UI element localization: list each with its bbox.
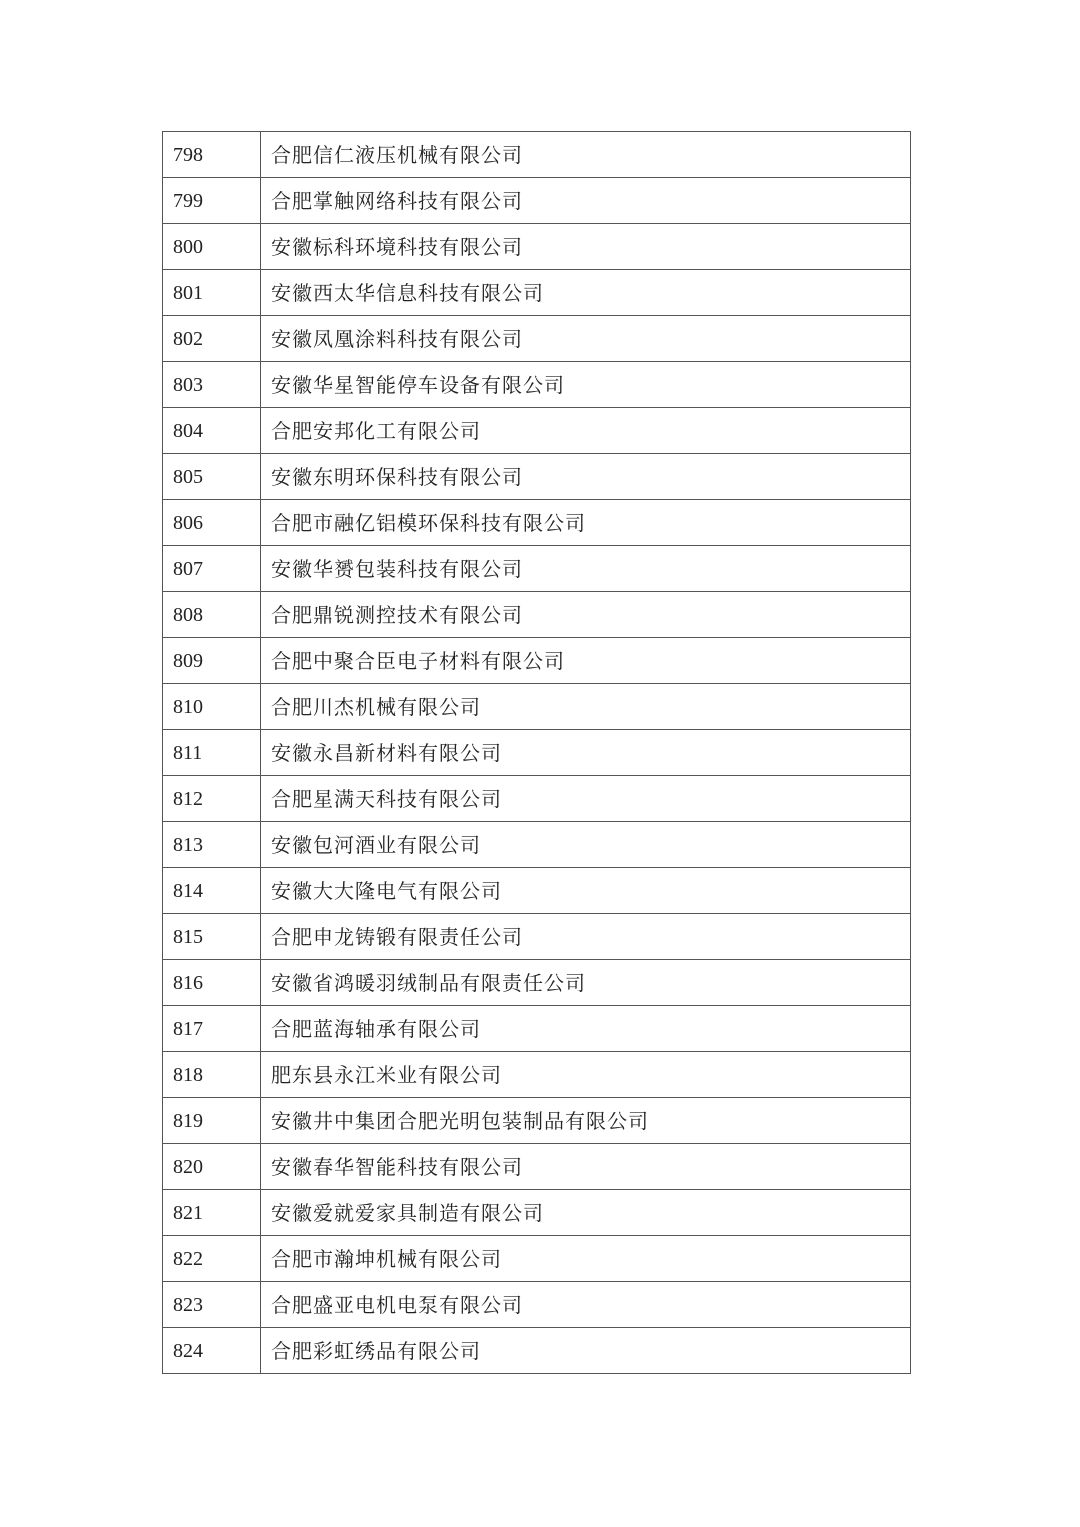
table-row	[163, 224, 911, 270]
company-name-cell: 合肥蓝海轴承有限公司	[261, 1006, 911, 1052]
row-number-cell: 821	[163, 1190, 261, 1236]
row-number-cell: 819	[163, 1098, 261, 1144]
company-name-cell: 安徽爱就爱家具制造有限公司	[261, 1190, 911, 1236]
table-row	[163, 1282, 911, 1328]
company-name-cell: 安徽省鸿暖羽绒制品有限责任公司	[261, 960, 911, 1006]
company-name-cell: 合肥川杰机械有限公司	[261, 684, 911, 730]
company-name-cell: 合肥中聚合臣电子材料有限公司	[261, 638, 911, 684]
company-name-cell: 安徽华赟包装科技有限公司	[261, 546, 911, 592]
company-name-cell: 安徽井中集团合肥光明包装制品有限公司	[261, 1098, 911, 1144]
row-number-cell: 798	[163, 132, 261, 178]
table-row	[163, 1236, 911, 1282]
company-name-cell: 安徽东明环保科技有限公司	[261, 454, 911, 500]
table-row	[163, 408, 911, 454]
company-name-cell: 合肥安邦化工有限公司	[261, 408, 911, 454]
row-number-cell: 806	[163, 500, 261, 546]
company-name-cell: 合肥星满天科技有限公司	[261, 776, 911, 822]
company-name-cell: 合肥市融亿铝模环保科技有限公司	[261, 500, 911, 546]
table-row	[163, 132, 911, 178]
row-number-cell: 808	[163, 592, 261, 638]
table-row	[163, 546, 911, 592]
company-name-cell: 安徽永昌新材料有限公司	[261, 730, 911, 776]
row-number-cell: 824	[163, 1328, 261, 1374]
row-number-cell: 823	[163, 1282, 261, 1328]
row-number-cell: 815	[163, 914, 261, 960]
table-row	[163, 776, 911, 822]
row-number-cell: 809	[163, 638, 261, 684]
row-number-cell: 805	[163, 454, 261, 500]
company-name-cell: 合肥掌触网络科技有限公司	[261, 178, 911, 224]
row-number-cell: 818	[163, 1052, 261, 1098]
company-name-cell: 合肥盛亚电机电泵有限公司	[261, 1282, 911, 1328]
table-row	[163, 1006, 911, 1052]
table-row	[163, 316, 911, 362]
row-number-cell: 816	[163, 960, 261, 1006]
company-name-cell: 安徽标科环境科技有限公司	[261, 224, 911, 270]
row-number-cell: 802	[163, 316, 261, 362]
table-row	[163, 1328, 911, 1374]
company-name-cell: 肥东县永江米业有限公司	[261, 1052, 911, 1098]
company-name-cell: 合肥市瀚坤机械有限公司	[261, 1236, 911, 1282]
table-row	[163, 1190, 911, 1236]
table-row	[163, 362, 911, 408]
table-row	[163, 1098, 911, 1144]
row-number-cell: 804	[163, 408, 261, 454]
table-row	[163, 592, 911, 638]
row-number-cell: 820	[163, 1144, 261, 1190]
company-name-cell: 安徽包河酒业有限公司	[261, 822, 911, 868]
table-row	[163, 822, 911, 868]
row-number-cell: 813	[163, 822, 261, 868]
row-number-cell: 812	[163, 776, 261, 822]
table-row	[163, 500, 911, 546]
row-number-cell: 810	[163, 684, 261, 730]
row-number-cell: 811	[163, 730, 261, 776]
company-list-table	[162, 131, 911, 1374]
company-name-cell: 合肥信仁液压机械有限公司	[261, 132, 911, 178]
row-number-cell: 801	[163, 270, 261, 316]
company-list-body	[163, 132, 911, 1374]
company-name-cell: 合肥彩虹绣品有限公司	[261, 1328, 911, 1374]
company-name-cell: 安徽凤凰涂料科技有限公司	[261, 316, 911, 362]
table-row	[163, 178, 911, 224]
company-name-cell: 合肥申龙铸锻有限责任公司	[261, 914, 911, 960]
row-number-cell: 800	[163, 224, 261, 270]
row-number-cell: 817	[163, 1006, 261, 1052]
table-row	[163, 960, 911, 1006]
row-number-cell: 807	[163, 546, 261, 592]
table-row	[163, 270, 911, 316]
table-row	[163, 638, 911, 684]
table-row	[163, 730, 911, 776]
company-name-cell: 安徽西太华信息科技有限公司	[261, 270, 911, 316]
table-row	[163, 1144, 911, 1190]
table-row	[163, 684, 911, 730]
company-name-cell: 安徽春华智能科技有限公司	[261, 1144, 911, 1190]
row-number-cell: 814	[163, 868, 261, 914]
row-number-cell: 799	[163, 178, 261, 224]
company-name-cell: 安徽华星智能停车设备有限公司	[261, 362, 911, 408]
table-row	[163, 454, 911, 500]
table-row	[163, 1052, 911, 1098]
company-name-cell: 安徽大大隆电气有限公司	[261, 868, 911, 914]
table-row	[163, 914, 911, 960]
row-number-cell: 803	[163, 362, 261, 408]
row-number-cell: 822	[163, 1236, 261, 1282]
table-row	[163, 868, 911, 914]
company-name-cell: 合肥鼎锐测控技术有限公司	[261, 592, 911, 638]
